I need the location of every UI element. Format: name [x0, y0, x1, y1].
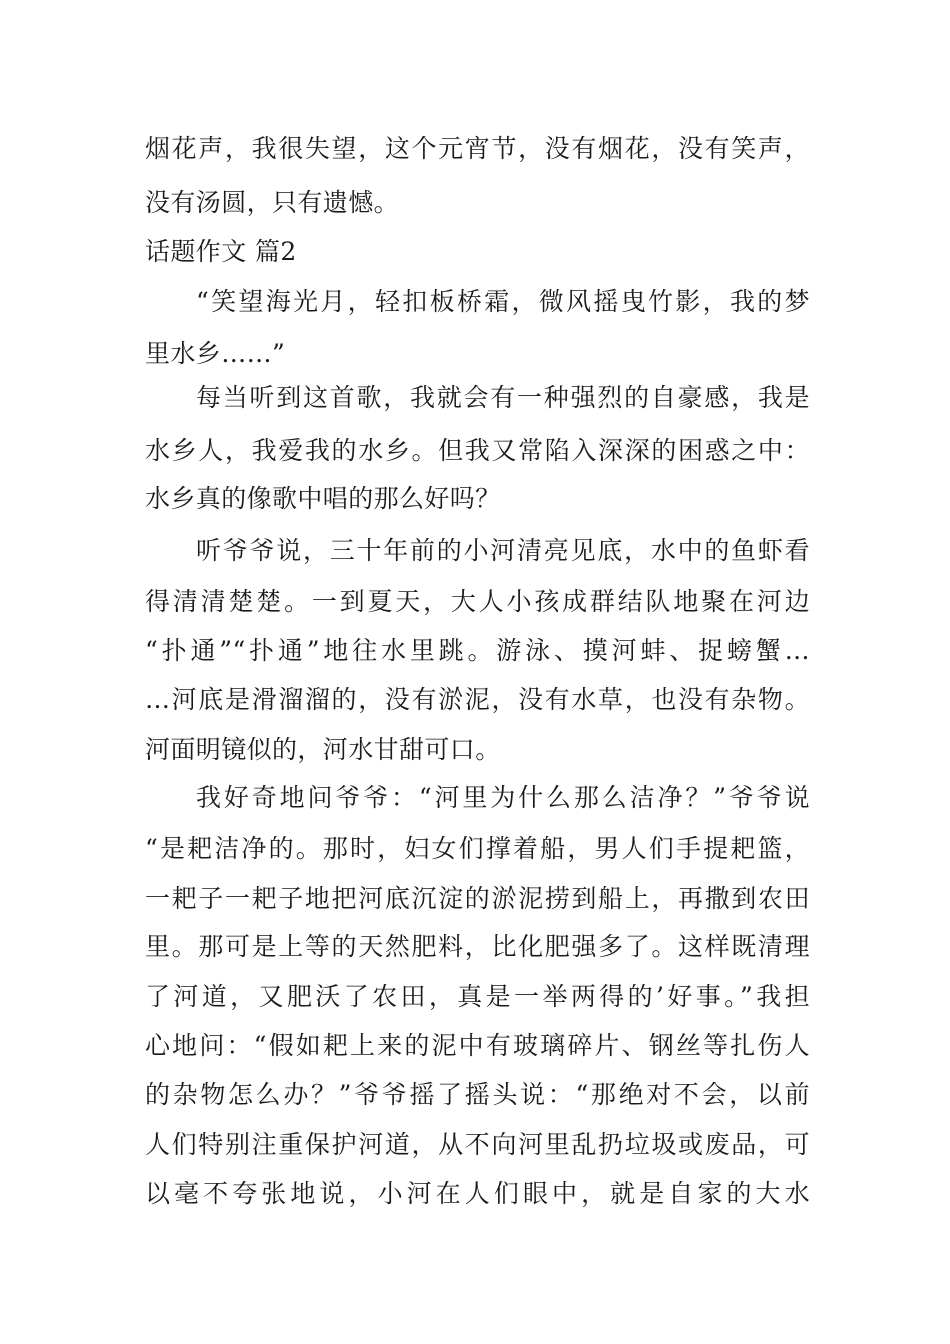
- text-line: 里。那可是上等的天然肥料，比化肥强多了。这样既清理: [145, 932, 810, 961]
- text-line: 了河道，又肥沃了农田，真是一举两得的’好事。”我担: [145, 982, 810, 1011]
- text-line: 每当听到这首歌，我就会有一种强烈的自豪感，我是: [196, 383, 810, 412]
- text-line: 听爷爷说，三十年前的小河清亮见底，水中的鱼虾看: [196, 536, 810, 565]
- text-line: 我好奇地问爷爷：“河里为什么那么洁净？”爷爷说: [196, 783, 810, 812]
- text-line: 水乡人，我爱我的水乡。但我又常陷入深深的困惑之中：: [145, 436, 810, 465]
- text-line: 没有汤圆，只有遗憾。: [145, 188, 400, 217]
- text-line: “是耙洁净的。那时，妇女们撑着船，男人们手提耙篮，: [145, 834, 810, 863]
- text-line: “笑望海光月，轻扣板桥霜，微风摇曳竹影，我的梦: [196, 287, 810, 316]
- text-line: 河面明镜似的，河水甘甜可口。: [145, 735, 501, 764]
- text-line: 以毫不夸张地说，小河在人们眼中，就是自家的大水: [145, 1179, 810, 1208]
- text-line: “扑通”“扑通”地往水里跳。游泳、摸河蚌、捉螃蟹…: [145, 636, 810, 665]
- text-line: 烟花声，我很失望，这个元宵节，没有烟花，没有笑声，: [145, 134, 810, 163]
- section-heading: 话题作文 篇2: [145, 237, 297, 266]
- text-line: 人们特别注重保护河道，从不向河里乱扔垃圾或废品，可: [145, 1130, 810, 1159]
- text-line: 心地问：“假如耙上来的泥中有玻璃碎片、钢丝等扎伤人: [145, 1031, 810, 1060]
- text-line: 水乡真的像歌中唱的那么好吗？: [145, 484, 501, 513]
- text-line: 一耙子一耙子地把河底沉淀的淤泥捞到船上，再撒到农田: [145, 884, 810, 913]
- text-line: 的杂物怎么办？”爷爷摇了摇头说：“那绝对不会，以前: [145, 1080, 810, 1109]
- text-line: …河底是滑溜溜的，没有淤泥，没有水草，也没有杂物。: [145, 685, 810, 714]
- text-line: 里水乡……”: [145, 339, 286, 368]
- text-line: 得清清楚楚。一到夏天，大人小孩成群结队地聚在河边: [145, 587, 810, 616]
